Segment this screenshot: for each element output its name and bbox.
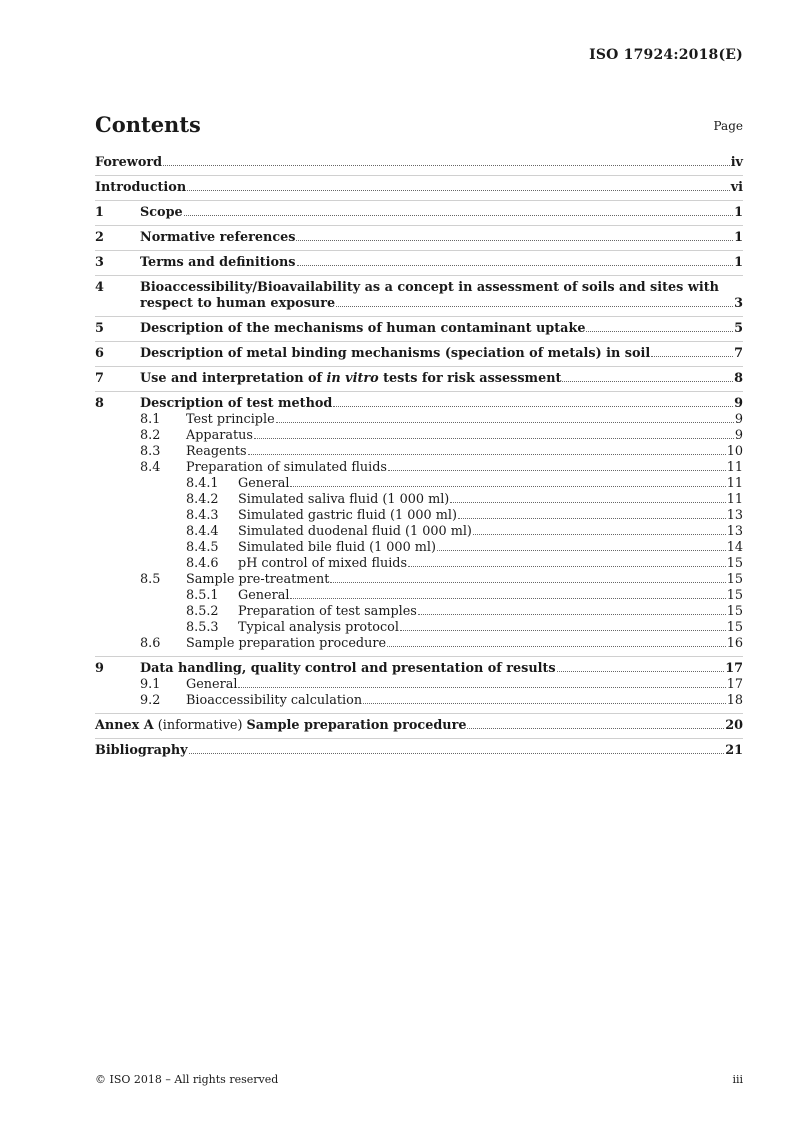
toc-entry-page: 21 xyxy=(725,743,743,758)
toc-entry-number: 8.4.6 xyxy=(186,556,219,571)
toc-entry-page: 1 xyxy=(734,230,743,245)
dot-leader xyxy=(254,438,734,439)
toc-entry-title: Simulated gastric fluid (1 000 ml) xyxy=(238,508,457,523)
toc-entry-page: 13 xyxy=(726,524,743,539)
toc-entry-title-line2: respect to human exposure xyxy=(140,296,336,311)
dot-leader xyxy=(651,356,733,357)
toc-entry-page: 9 xyxy=(734,412,743,427)
toc-entry-number: 8.4.3 xyxy=(186,508,219,523)
divider xyxy=(95,738,743,739)
toc-entry-page: 11 xyxy=(726,492,743,507)
toc-entry-number: 8.2 xyxy=(140,428,161,443)
dot-leader xyxy=(184,215,733,216)
toc-entry-page: 15 xyxy=(726,620,743,635)
dot-leader xyxy=(296,240,733,241)
dot-leader xyxy=(163,165,730,166)
toc-entry-number: 7 xyxy=(95,371,104,386)
toc-entry-title-line1: Bioaccessibility/Bioavailability as a concept in assessment of soils and sites with xyxy=(140,280,719,295)
toc-entry-title: Simulated duodenal fluid (1 000 ml) xyxy=(238,524,472,539)
toc-entry-title: Reagents xyxy=(186,444,247,459)
toc-entry-title: General xyxy=(238,588,290,603)
toc-entry-sample-preparation[interactable] xyxy=(95,636,743,652)
toc-entry-pretreatment-general[interactable] xyxy=(95,588,743,604)
dot-leader xyxy=(467,728,724,729)
dot-leader xyxy=(333,406,733,407)
document-reference: ISO 17924:2018(E) xyxy=(589,47,743,63)
dot-leader xyxy=(290,598,725,599)
toc-entry-test-samples[interactable] xyxy=(95,604,743,620)
toc-entry-number: 4 xyxy=(95,280,104,295)
toc-entry-page: 8 xyxy=(734,371,743,386)
toc-entry-gastric-fluid[interactable] xyxy=(95,508,743,524)
toc-entry-title: General xyxy=(186,677,238,692)
toc-entry-bioaccessibility-concept[interactable] xyxy=(95,280,743,312)
table-of-contents xyxy=(95,155,743,759)
annex-note: (informative) xyxy=(153,718,247,733)
toc-entry-number: 8.5.1 xyxy=(186,588,219,603)
divider xyxy=(95,175,743,176)
toc-entry-foreword[interactable] xyxy=(95,155,743,171)
toc-entry-number: 8.4.1 xyxy=(186,476,219,491)
toc-entry-title: Scope xyxy=(140,205,183,220)
toc-entry-title: Preparation of test samples xyxy=(238,604,417,619)
dot-leader xyxy=(437,550,726,551)
toc-entry-page: 11 xyxy=(726,476,743,491)
toc-entry-page: vi xyxy=(730,180,743,195)
toc-entry-title: pH control of mixed fluids xyxy=(238,556,408,571)
toc-entry-title: Description of test method xyxy=(140,396,333,411)
toc-entry-number: 1 xyxy=(95,205,104,220)
toc-entry-title: Foreword xyxy=(95,155,163,170)
toc-entry-page: iv xyxy=(730,155,743,170)
toc-entry-page: 1 xyxy=(734,205,743,220)
dot-leader xyxy=(387,646,726,647)
toc-entry-title: Preparation of simulated fluids xyxy=(186,460,387,475)
toc-entry-uptake-mechanisms[interactable] xyxy=(95,321,743,337)
dot-leader xyxy=(276,422,734,423)
toc-entry-number: 8.3 xyxy=(140,444,161,459)
toc-entry-simulated-fluids[interactable] xyxy=(95,460,743,476)
toc-entry-annex-a[interactable] xyxy=(95,718,743,734)
toc-entry-title: Bibliography xyxy=(95,743,188,758)
dot-leader xyxy=(290,486,725,487)
toc-entry-fluids-general[interactable] xyxy=(95,476,743,492)
toc-entry-page: 14 xyxy=(726,540,743,555)
annex-label: Annex A xyxy=(95,718,154,733)
toc-entry-page: 9 xyxy=(734,428,743,443)
toc-entry-page: 18 xyxy=(726,693,743,708)
dot-leader xyxy=(336,306,733,307)
toc-entry-title: Apparatus xyxy=(186,428,253,443)
toc-entry-title: Description of the mechanisms of human contaminant uptake xyxy=(140,321,586,336)
toc-entry-data-general[interactable] xyxy=(95,677,743,693)
toc-entry-number: 8.4 xyxy=(140,460,161,475)
toc-entry-bile-fluid[interactable] xyxy=(95,540,743,556)
toc-entry-page: 15 xyxy=(726,556,743,571)
toc-entry-title: Typical analysis protocol xyxy=(238,620,399,635)
divider xyxy=(95,250,743,251)
toc-entry-page: 20 xyxy=(725,718,743,733)
dot-leader xyxy=(562,381,733,382)
toc-entry-title: Sample preparation procedure xyxy=(186,636,387,651)
toc-entry-number: 8.4.2 xyxy=(186,492,219,507)
toc-entry-apparatus[interactable] xyxy=(95,428,743,444)
divider xyxy=(95,316,743,317)
toc-entry-introduction[interactable] xyxy=(95,180,743,196)
toc-entry-title xyxy=(95,718,466,734)
toc-entry-terms-and-definitions[interactable] xyxy=(95,255,743,271)
toc-entry-page: 5 xyxy=(734,321,743,336)
toc-entry-page: 9 xyxy=(734,396,743,411)
divider xyxy=(95,391,743,392)
dot-leader xyxy=(187,190,730,191)
toc-entry-number: 9 xyxy=(95,661,104,676)
toc-entry-title: Terms and definitions xyxy=(140,255,296,270)
toc-entry-bibliography[interactable] xyxy=(95,743,743,759)
toc-entry-number: 6 xyxy=(95,346,104,361)
toc-entry-number: 8.6 xyxy=(140,636,161,651)
toc-entry-page: 16 xyxy=(726,636,743,651)
toc-entry-test-principle[interactable] xyxy=(95,412,743,428)
toc-entry-title: Introduction xyxy=(95,180,187,195)
dot-leader xyxy=(557,671,725,672)
divider xyxy=(95,656,743,657)
toc-entry-title: Bioaccessibility calculation xyxy=(186,693,363,708)
toc-entry-analysis-protocol[interactable] xyxy=(95,620,743,636)
toc-entry-data-handling[interactable] xyxy=(95,661,743,677)
dot-leader xyxy=(418,614,726,615)
toc-entry-number: 8.5.3 xyxy=(186,620,219,635)
toc-entry-page: 7 xyxy=(734,346,743,361)
toc-entry-page: 3 xyxy=(734,296,743,311)
dot-leader xyxy=(450,502,725,503)
toc-entry-title xyxy=(140,371,561,387)
title-italic-part: in vitro xyxy=(326,371,379,386)
toc-entry-number: 8.4.4 xyxy=(186,524,219,539)
page-title: Contents xyxy=(95,112,201,137)
toc-entry-title: Sample pre-treatment xyxy=(186,572,330,587)
toc-entry-number: 8.5.2 xyxy=(186,604,219,619)
dot-leader xyxy=(458,518,726,519)
divider xyxy=(95,275,743,276)
title-part: Use and interpretation of xyxy=(140,371,327,386)
toc-entry-page: 15 xyxy=(726,604,743,619)
dot-leader xyxy=(388,470,726,471)
divider xyxy=(95,341,743,342)
toc-entry-title: Data handling, quality control and presentation of results xyxy=(140,661,556,676)
page-number: iii xyxy=(732,1073,743,1086)
divider xyxy=(95,713,743,714)
divider xyxy=(95,366,743,367)
toc-entry-reagents[interactable] xyxy=(95,444,743,460)
dot-leader xyxy=(363,703,726,704)
toc-entry-page: 15 xyxy=(726,588,743,603)
toc-entry-number: 9.2 xyxy=(140,693,161,708)
copyright-notice: © ISO 2018 – All rights reserved xyxy=(95,1073,279,1086)
toc-entry-number: 9.1 xyxy=(140,677,161,692)
toc-entry-page: 11 xyxy=(726,460,743,475)
toc-entry-title: General xyxy=(238,476,290,491)
divider xyxy=(95,200,743,201)
toc-entry-page: 10 xyxy=(726,444,743,459)
toc-entry-number: 8.4.5 xyxy=(186,540,219,555)
toc-entry-normative-references[interactable] xyxy=(95,230,743,246)
toc-entry-number: 5 xyxy=(95,321,104,336)
divider xyxy=(95,225,743,226)
toc-entry-page: 17 xyxy=(726,677,743,692)
dot-leader xyxy=(586,331,733,332)
toc-entry-number: 8.1 xyxy=(140,412,161,427)
dot-leader xyxy=(248,454,726,455)
dot-leader xyxy=(297,265,734,266)
dot-leader xyxy=(330,582,725,583)
annex-title: Sample preparation procedure xyxy=(246,718,467,733)
toc-entry-title: Test principle xyxy=(186,412,275,427)
dot-leader xyxy=(189,753,725,754)
toc-entry-title: Simulated saliva fluid (1 000 ml) xyxy=(238,492,450,507)
toc-entry-number: 3 xyxy=(95,255,104,270)
toc-entry-bioaccessibility-calculation[interactable] xyxy=(95,693,743,709)
page-column-label: Page xyxy=(713,119,743,133)
toc-entry-page: 17 xyxy=(725,661,743,676)
toc-entry-sample-pretreatment[interactable] xyxy=(95,572,743,588)
toc-entry-number: 2 xyxy=(95,230,104,245)
toc-entry-title: Simulated bile fluid (1 000 ml) xyxy=(238,540,436,555)
toc-entry-title: Description of metal binding mechanisms (speciation of metals) in soil xyxy=(140,346,651,361)
toc-entry-scope[interactable] xyxy=(95,205,743,221)
toc-entry-number: 8 xyxy=(95,396,104,411)
toc-entry-title: Normative references xyxy=(140,230,296,245)
toc-entry-test-method[interactable] xyxy=(95,396,743,412)
title-part: tests for risk assessment xyxy=(378,371,562,386)
dot-leader xyxy=(408,566,726,567)
toc-entry-in-vitro-tests[interactable] xyxy=(95,371,743,387)
dot-leader xyxy=(473,534,726,535)
toc-entry-number: 8.5 xyxy=(140,572,161,587)
toc-entry-page: 15 xyxy=(726,572,743,587)
toc-entry-page: 13 xyxy=(726,508,743,523)
toc-entry-saliva-fluid[interactable] xyxy=(95,492,743,508)
toc-entry-ph-control[interactable] xyxy=(95,556,743,572)
dot-leader xyxy=(238,687,725,688)
dot-leader xyxy=(400,630,726,631)
toc-entry-metal-binding[interactable] xyxy=(95,346,743,362)
toc-entry-page: 1 xyxy=(734,255,743,270)
toc-entry-duodenal-fluid[interactable] xyxy=(95,524,743,540)
